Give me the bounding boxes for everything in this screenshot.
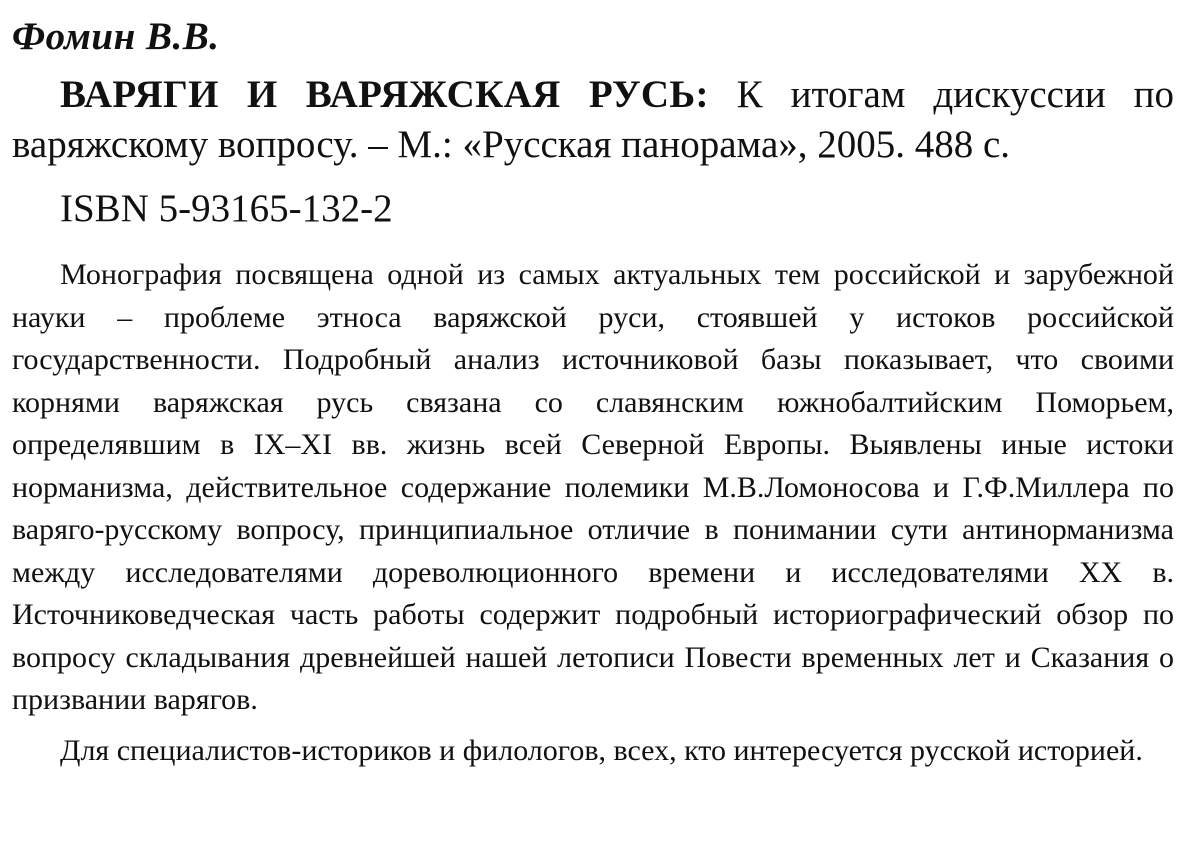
abstract-paragraph: Монография посвящена одной из самых актуальных тем российской и зарубежной науки – проблеме этноса варяжской руси, стоявшей у истоков российской государственности. Подробный анализ источниковой базы показывает, что своими корнями варяжская русь связана со славянским южнобалтийским Поморьем, определявшим в IX–XI вв. жизнь всей Северной Европы. Выявлены иные истоки норманизма, действительное содержание полемики М.В.Ломоносова и Г.Ф.Миллера по варяго-русскому вопросу, принципиальное отличие в понимании сути антинорманизма между исследователями дореволюционного времени и исследователями XX в. Источниковедческая часть работы содержит подробный историографический обзор по вопросу складывания древнейшей нашей летописи Повести временных лет и Сказания о призвании варягов. — [12, 258, 1174, 716]
author-name: Фомин В.В. — [12, 15, 220, 58]
book-title: ВАРЯГИ И ВАРЯЖСКАЯ РУСЬ: — [60, 73, 709, 116]
audience-paragraph: Для специалистов-историков и филологов, всех, кто интересуется русской историей. — [60, 733, 1143, 767]
isbn-number: ISBN 5-93165-132-2 — [60, 187, 393, 230]
bibliographic-citation — [12, 70, 1174, 170]
abstract-block — [12, 254, 1174, 772]
citation-details: К итогам дискуссии по варяжскому вопросу. – М.: «Русская панорама», 2005. 488 с. — [12, 73, 1174, 166]
